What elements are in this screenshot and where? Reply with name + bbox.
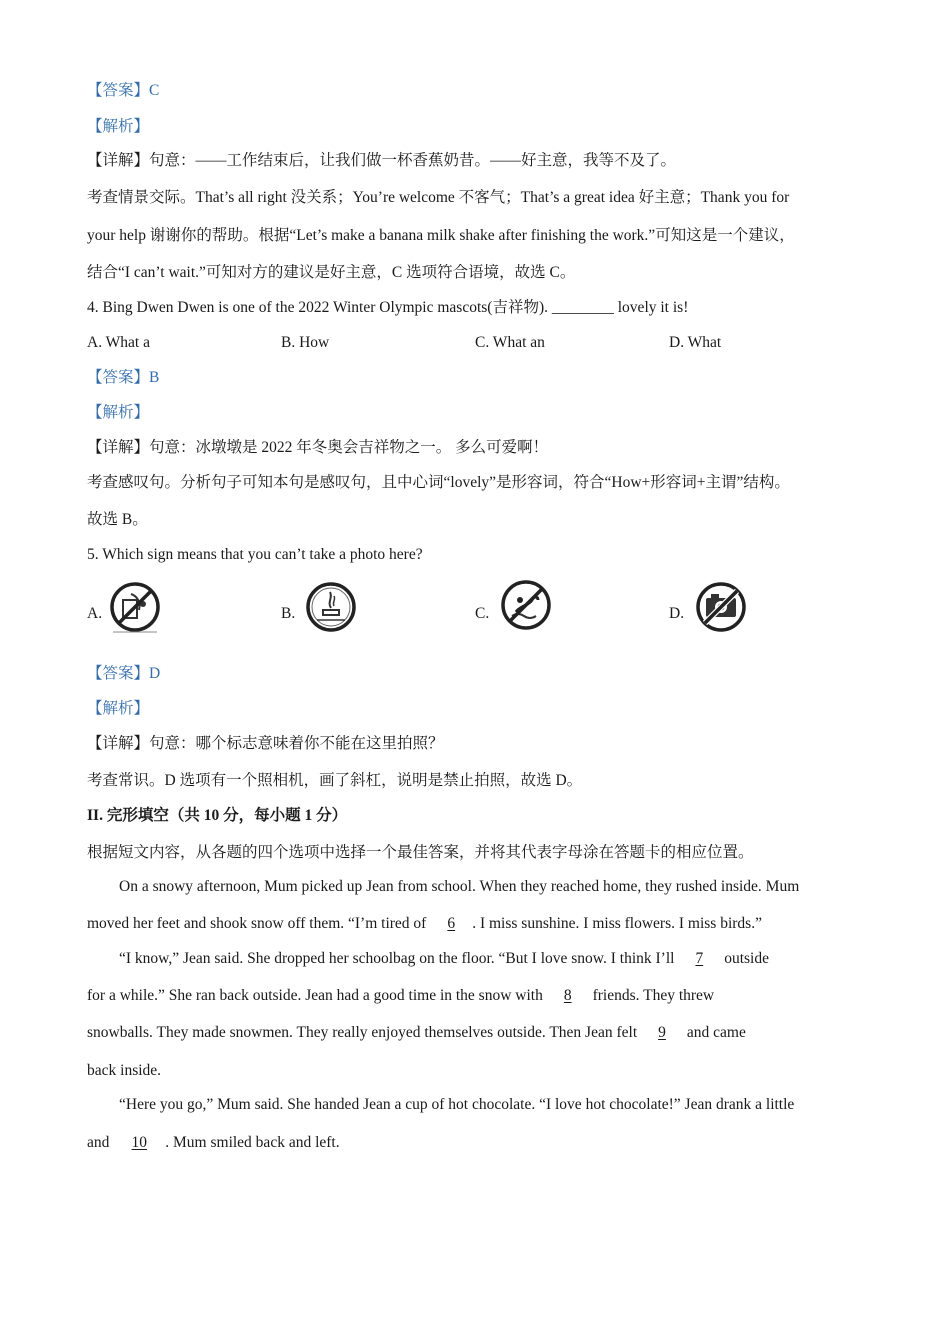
passage-p1-line-2 [87,914,762,934]
passage-p2-line-3 [87,1023,746,1043]
q4-option-c: C. What an [475,334,545,351]
passage-text: friends. They threw [588,987,715,1004]
section-heading: II. 完形填空（共 10 分，每小题 1 分） [87,807,348,824]
q5-option-c-label: C. [475,605,490,622]
passage-text: moved her feet and shook snow off them. “I’m tired of [87,915,431,932]
no-photo-sign-icon [693,580,749,641]
passage-text: . I miss sunshine. I miss flowers. I miss birds.” [472,915,762,932]
no-swimming-sign-icon [498,578,554,639]
no-littering-sign-icon [107,580,163,641]
blank-7: 7 [695,950,704,967]
q3-analysis-label: 【解析】 [87,118,150,135]
blank-6: 6 [447,915,456,932]
q4-question: 4. Bing Dwen Dwen is one of the 2022 Winter Olympic mascots(吉祥物). ________ lovely it is! [87,299,689,316]
section-instruction: 根据短文内容，从各题的四个选项中选择一个最佳答案，并将其代表字母涂在答题卡的相应位置。 [87,844,754,861]
q5-option-b-label: B. [281,605,296,622]
q3-explanation-line-2: your help 谢谢你的帮助。根据“Let’s make a banana milk shake after finishing the work.”可知这是一个建议， [87,227,795,244]
no-smoking-sign-icon [303,580,359,641]
q4-answer: 【答案】B [87,369,160,386]
q4-option-d: D. What [669,334,722,351]
passage-p3-line-1: “Here you go,” Mum said. She handed Jean a cup of hot chocolate. “I love hot chocolate!” Jean drank a little [119,1096,795,1113]
blank-10: 10 [131,1134,148,1151]
passage-p2-line-2 [87,986,714,1006]
q4-option-b: B. How [281,334,330,351]
q5-option-d-label: D. [669,605,685,622]
passage-p3-line-2 [87,1133,340,1153]
q5-option-a-label: A. [87,605,103,622]
passage-p2-line-4: back inside. [87,1062,162,1079]
passage-text: and [87,1134,114,1151]
passage-text: for a while.” She ran back outside. Jean had a good time in the snow with [87,987,547,1004]
q3-explanation-line-1: 考查情景交际。That’s all right 没关系；You’re welcome 不客气；That’s a great idea 好主意；Thank you for [87,189,790,206]
q5-answer: 【答案】D [87,665,161,682]
q4-option-a: A. What a [87,334,150,351]
passage-text: outside [720,950,769,967]
q4-detail: 【详解】句意：冰墩墩是 2022 年冬奥会吉祥物之一。 多么可爱啊！ [87,439,549,456]
passage-text: snowballs. They made snowmen. They really enjoyed themselves outside. Then Jean felt [87,1024,641,1041]
q3-explanation-line-3: 结合“I can’t wait.”可知对方的建议是好主意，C 选项符合语境，故选 C。 [87,264,576,281]
q4-analysis-label: 【解析】 [87,404,150,421]
q4-explanation-line-2: 故选 B。 [87,511,148,528]
q5-explanation-line-1: 考查常识。D 选项有一个照相机，画了斜杠，说明是禁止拍照，故选 D。 [87,772,583,789]
passage-text: . Mum smiled back and left. [165,1134,340,1151]
blank-9: 9 [658,1024,666,1041]
passage-text: and came [683,1024,746,1041]
passage-p1-line-1: On a snowy afternoon, Mum picked up Jean from school. When they reached home, they rushed inside. Mum [119,878,800,895]
q5-analysis-label: 【解析】 [87,700,150,717]
passage-text: “I know,” Jean said. She dropped her schoolbag on the floor. “But I love snow. I think I’ll [119,950,679,967]
q5-question: 5. Which sign means that you can’t take a photo here? [87,546,423,563]
q3-detail: 【详解】句意：——工作结束后，让我们做一杯香蕉奶昔。——好主意，我等不及了。 [87,152,677,169]
q3-answer: 【答案】C [87,82,160,99]
q5-detail: 【详解】句意：哪个标志意味着你不能在这里拍照？ [87,735,444,752]
q4-explanation-line-1: 考查感叹句。分析句子可知本句是感叹句，且中心词“lovely”是形容词，符合“How+形容词+主谓”结构。 [87,474,790,491]
passage-p2-line-1 [119,949,769,969]
blank-8: 8 [563,987,572,1004]
